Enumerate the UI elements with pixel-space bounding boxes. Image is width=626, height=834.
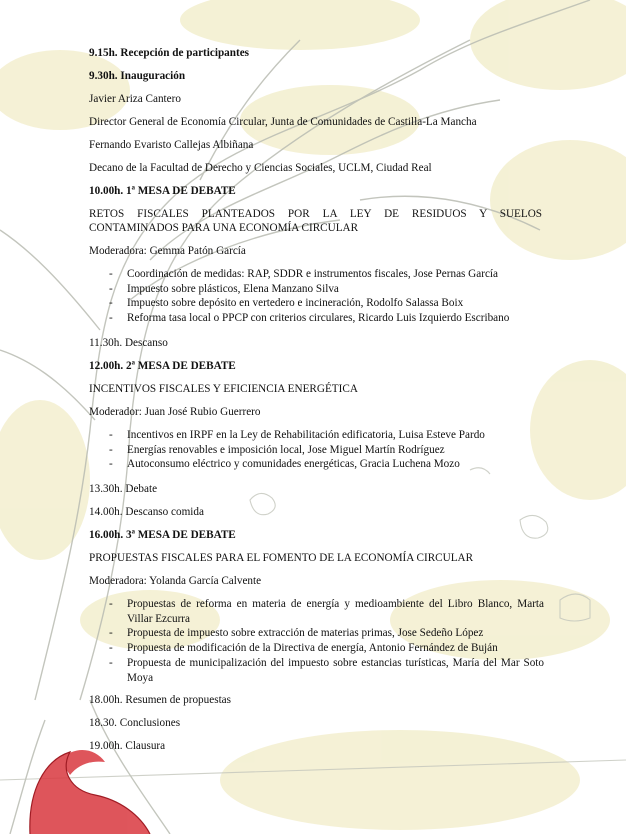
list-item — [89, 267, 544, 282]
time-debate: 13.30h. Debate — [89, 483, 158, 495]
list-item-text: Impuesto sobre plásticos, Elena Manzano Silva — [127, 282, 339, 295]
panel-1-title-line1: RETOS FISCALES PLANTEADOS POR LA LEY DE RESIDUOS Y SUELOS — [89, 208, 542, 220]
time-reception: 9.15h. Recepción de participantes — [89, 47, 250, 59]
panel-2-list — [89, 428, 544, 472]
list-item — [89, 428, 544, 443]
panel-3-moderator: Moderadora: Yolanda García Calvente — [89, 575, 262, 587]
panel-1-title-line2: CONTAMINADOS PARA UNA ECONOMÍA CIRCULAR — [89, 222, 359, 234]
time-break-1: 11.30h. Descanso — [89, 337, 168, 349]
time-summary: 18.00h. Resumen de propuestas — [89, 694, 231, 706]
red-ornament — [30, 750, 150, 834]
time-lunch: 14.00h. Descanso comida — [89, 506, 204, 518]
list-item-text: Propuesta de impuesto sobre extracción de materias primas, Jose Sedeño López — [127, 627, 484, 640]
panel-1-list — [89, 267, 544, 326]
bullet-dash: - — [109, 268, 113, 280]
panel-1-heading: 10.00h. 1ª MESA DE DEBATE — [89, 185, 236, 197]
bullet-dash: - — [109, 282, 113, 295]
panel-2-moderator: Moderador: Juan José Rubio Guerrero — [89, 406, 261, 418]
bullet-dash: - — [109, 429, 113, 441]
bullet-dash: - — [109, 598, 113, 610]
list-item — [89, 311, 544, 326]
time-conclusions: 18.30. Conclusiones — [89, 717, 181, 729]
panel-1-moderator: Moderadora: Gemma Patón García — [89, 245, 246, 257]
panel-3-heading: 16.00h. 3ª MESA DE DEBATE — [89, 529, 236, 541]
bullet-dash: - — [109, 297, 113, 310]
speaker-name-2: Fernando Evaristo Callejas Albiñana — [89, 139, 254, 151]
panel-3-list — [89, 597, 544, 685]
list-item — [89, 457, 544, 472]
speaker-role-1: Director General de Economía Circular, Junta de Comunidades de Castilla-La Mancha — [89, 116, 477, 128]
list-item — [89, 282, 544, 297]
panel-2-title: INCENTIVOS FISCALES Y EFICIENCIA ENERGÉTICA — [89, 383, 358, 395]
panel-2-heading: 12.00h. 2ª MESA DE DEBATE — [89, 360, 236, 372]
list-item — [89, 443, 544, 458]
list-item-text: Reforma tasa local o PPCP con criterios circulares, Ricardo Luis Izquierdo Escribano — [127, 312, 510, 325]
list-item — [89, 296, 544, 311]
panel-3-title: PROPUESTAS FISCALES PARA EL FOMENTO DE LA ECONOMÍA CIRCULAR — [89, 552, 474, 564]
list-item-text: Energías renovables e imposición local, Jose Miguel Martín Rodríguez — [127, 443, 445, 456]
time-inauguration: 9.30h. Inauguración — [89, 70, 186, 82]
list-item — [89, 641, 544, 656]
speaker-name-1: Javier Ariza Cantero — [89, 93, 181, 105]
list-item-text: Incentivos en IRPF en la Ley de Rehabilitación edificatoria, Luisa Esteve Pardo — [127, 429, 485, 441]
list-item — [89, 656, 544, 685]
bullet-dash: - — [109, 627, 113, 640]
list-item-text: Autoconsumo eléctrico y comunidades energéticas, Gracia Luchena Mozo — [127, 458, 460, 471]
speaker-role-2: Decano de la Facultad de Derecho y Ciencias Sociales, UCLM, Ciudad Real — [89, 162, 432, 174]
bullet-dash: - — [109, 642, 113, 655]
list-item — [89, 597, 544, 626]
list-item-text: Impuesto sobre depósito en vertedero e incineración, Rodolfo Salassa Boix — [127, 297, 464, 310]
bullet-dash: - — [109, 312, 113, 325]
list-item-text: Coordinación de medidas: RAP, SDDR e instrumentos fiscales, Jose Pernas García — [127, 268, 498, 280]
time-closing: 19.00h. Clausura — [89, 740, 166, 752]
bullet-dash: - — [109, 443, 113, 456]
bullet-dash: - — [109, 458, 113, 471]
panel-1-title — [89, 207, 542, 235]
list-item-text: Propuesta de municipalización del impuesto sobre estancias turísticas, María del Mar Soto Moya — [127, 656, 544, 684]
list-item — [89, 626, 544, 641]
list-item-text: Propuesta de modificación de la Directiva de energía, Antonio Fernández de Buján — [127, 642, 498, 655]
bullet-dash: - — [109, 656, 113, 669]
list-item-text: Propuestas de reforma en materia de energía y medioambiente del Libro Blanco, Marta Villar Ezcurra — [127, 598, 544, 625]
